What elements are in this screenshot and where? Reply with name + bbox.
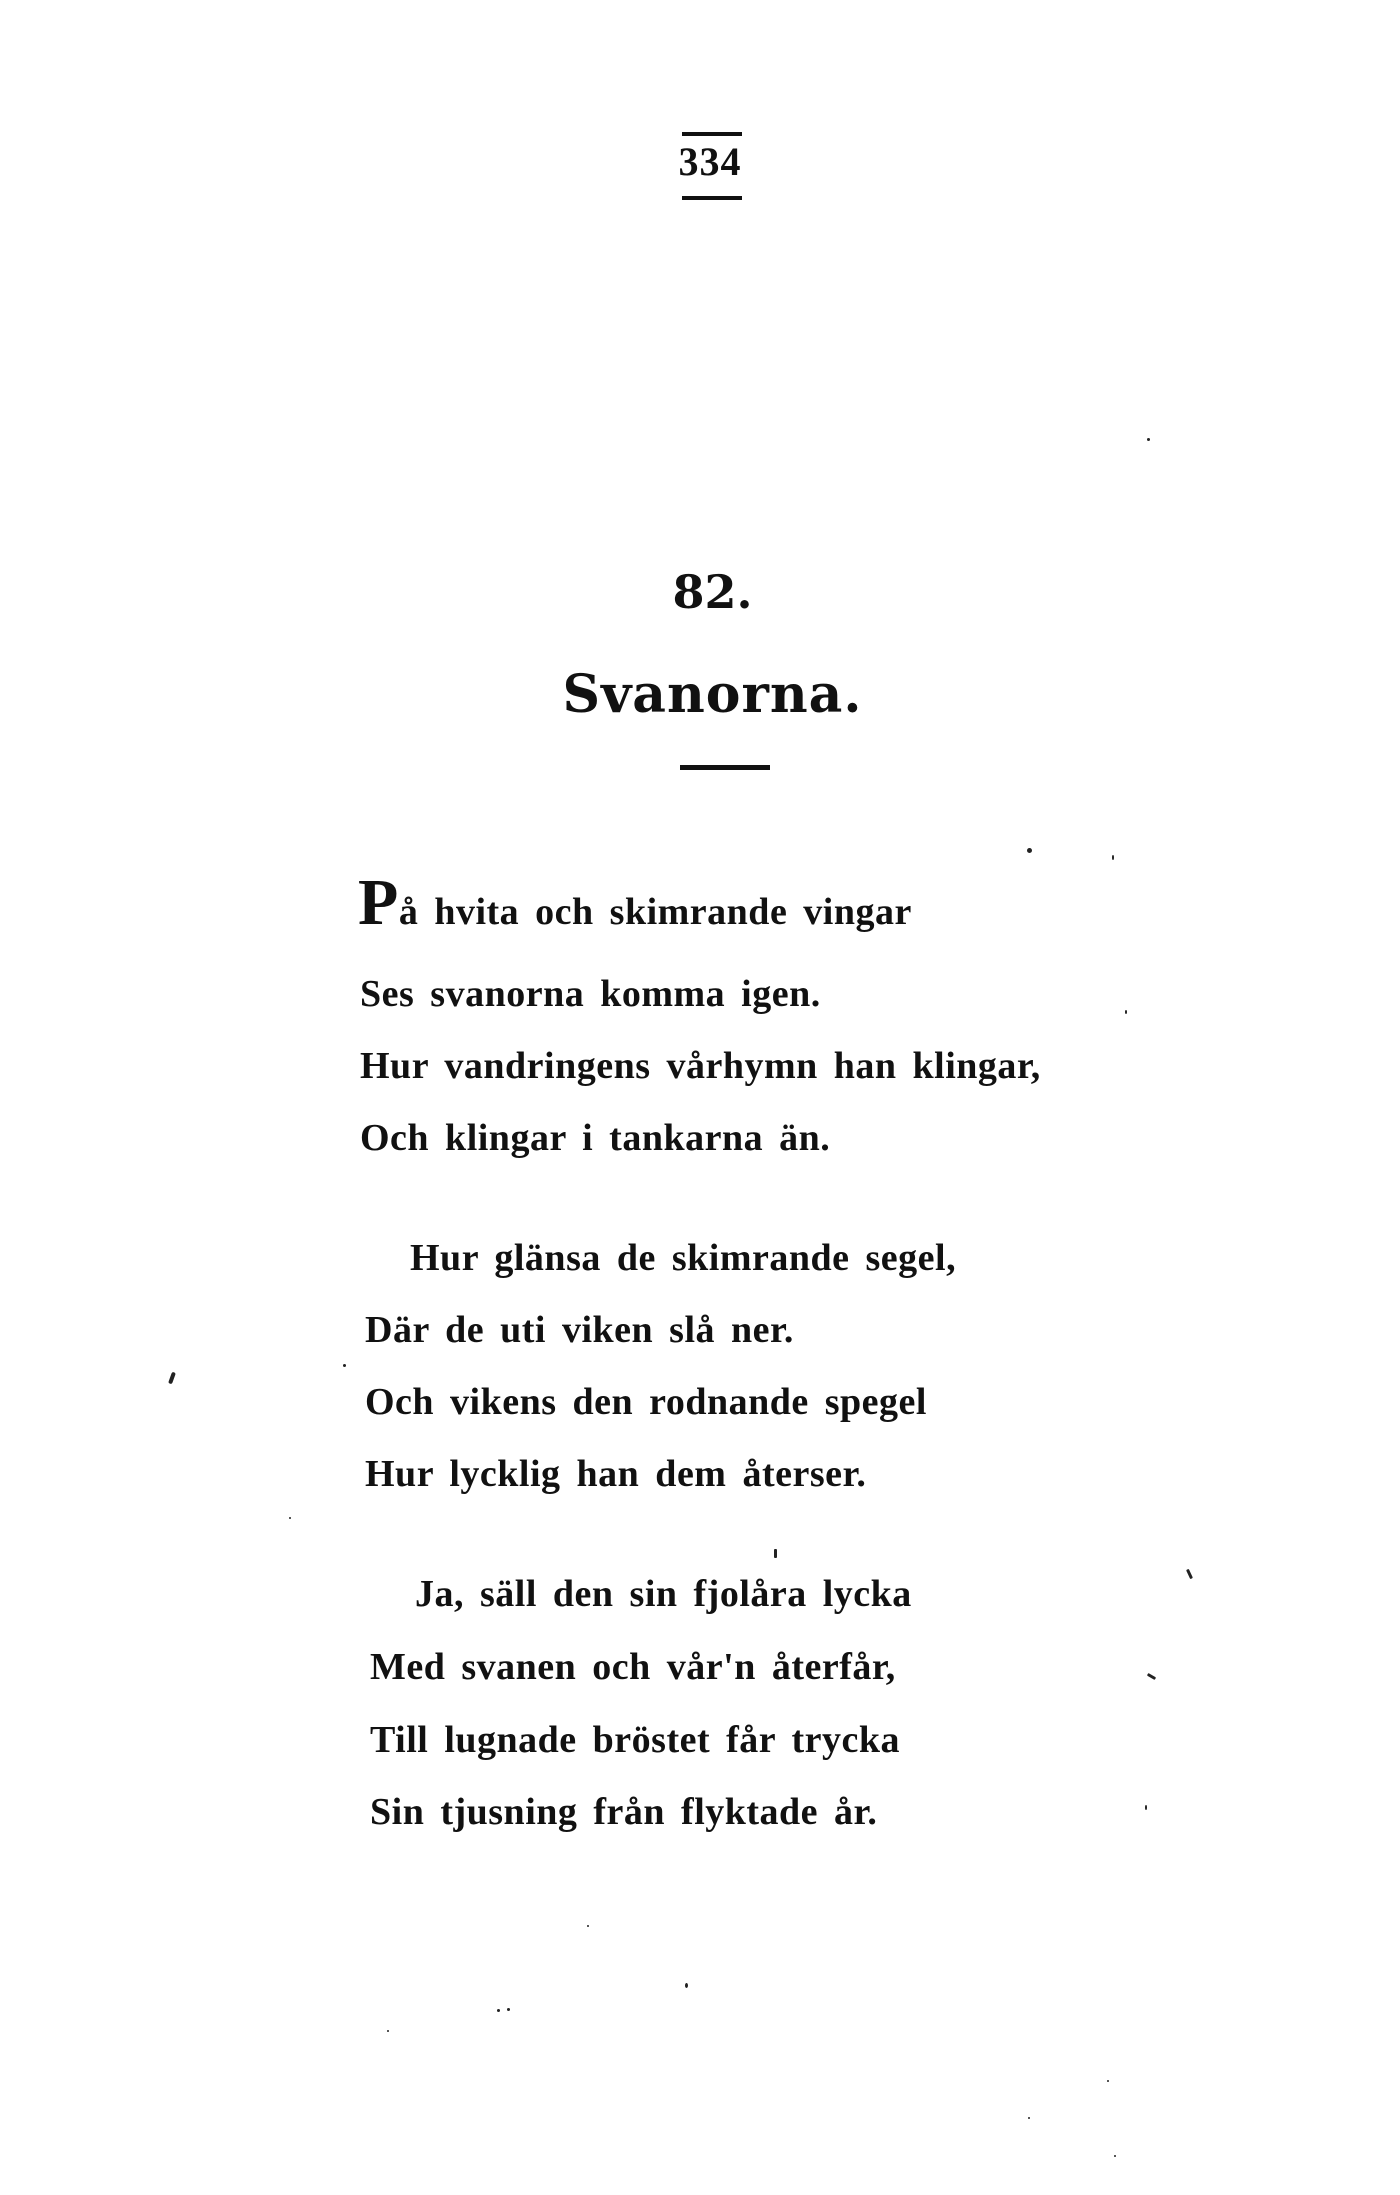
stanza-2-line-3: Och vikens den rodnande spegel [365,1381,927,1423]
stanza-2-line-4: Hur lycklig han dem återser. [365,1453,867,1495]
page-number: 334 [678,139,742,184]
scan-speck [497,2009,500,2012]
scan-speck [685,1983,688,1988]
stanza-3-line-2: Med svanen och vår'n återfår, [370,1646,896,1688]
scan-speck [1028,2117,1030,2119]
scan-speck [587,1925,589,1927]
scan-speck [1147,1673,1156,1680]
scan-speck [1107,2080,1109,2082]
poem-title: Svanorna. [562,664,863,725]
page-number-rule-bottom [682,196,742,200]
scan-speck [1027,848,1032,853]
scan-speck [168,1372,176,1385]
stanza-3-line-1: Ja, säll den sin fjolåra lycka [415,1573,912,1615]
scan-speck [343,1364,346,1367]
stanza-1-line-1 [358,866,912,939]
scan-speck [774,1549,777,1558]
scan-speck [1112,855,1114,860]
poem-number: 82. [672,565,753,619]
stanza-3-line-4: Sin tjusning från flyktade år. [370,1791,878,1833]
stanza-2-line-1: Hur glänsa de skimrande segel, [410,1237,957,1279]
scan-speck [1114,2155,1116,2157]
scan-speck [1186,1569,1193,1579]
stanza-2-line-2: Där de uti viken slå ner. [365,1309,794,1351]
drop-cap: P [358,866,399,939]
scan-speck [507,2008,510,2011]
stanza-1-line-2: Ses svanorna komma igen. [360,973,821,1015]
stanza-1-line-3: Hur vandringens vårhymn han klingar, [360,1045,1041,1087]
stanza-1-line-4: Och klingar i tankarna än. [360,1117,831,1159]
scan-speck [289,1517,291,1519]
scan-speck [387,2030,389,2032]
scan-speck [1145,1805,1147,1810]
scan-speck [1125,1010,1127,1014]
page-number-rule-top [682,132,742,136]
scan-speck [1147,438,1150,441]
stanza-1-line-1-text: å hvita och skimrande vingar [398,891,912,933]
title-rule [680,765,770,770]
stanza-3-line-3: Till lugnade bröstet får trycka [370,1719,900,1761]
